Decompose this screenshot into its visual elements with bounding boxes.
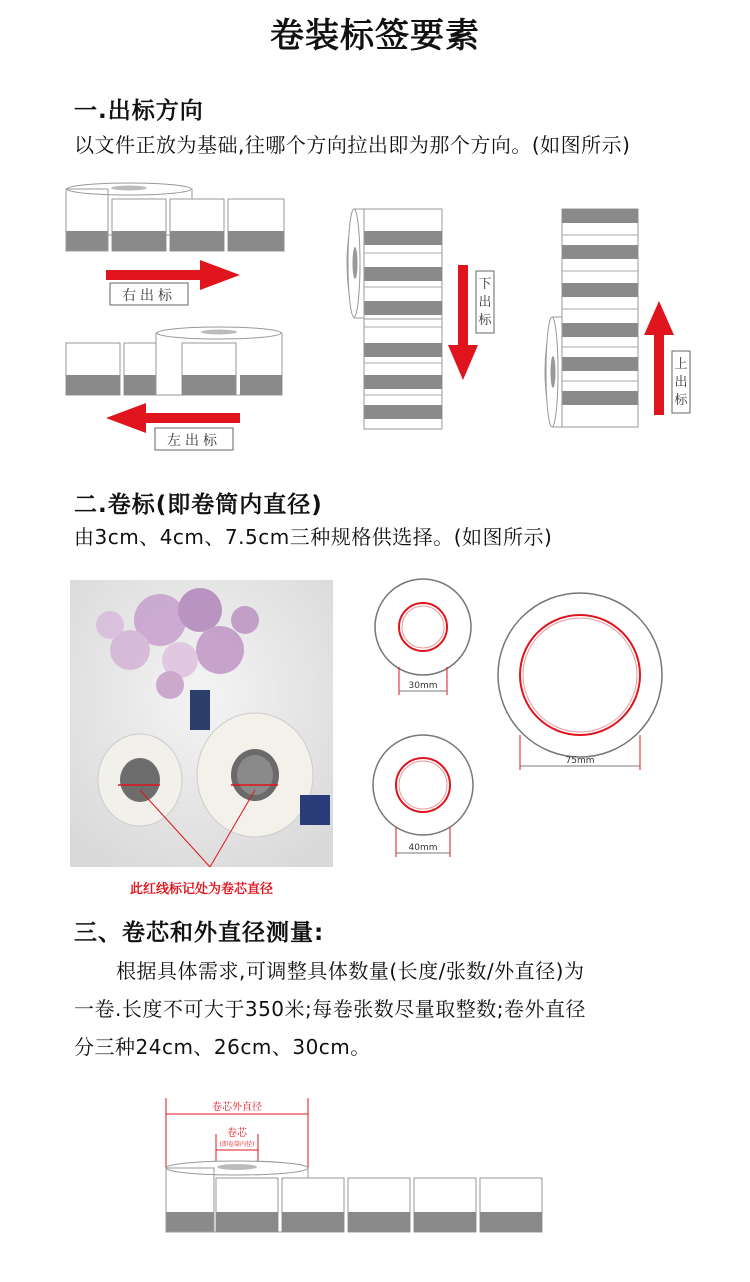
core-label: 卷芯	[227, 1128, 247, 1139]
direction-diagram	[0, 175, 750, 465]
section1-text: 以文件正放为基础,往哪个方向拉出即为那个方向。(如图所示)	[74, 133, 631, 157]
right-feed-label: 右出标	[122, 288, 176, 304]
page-title: 卷装标签要素	[270, 16, 480, 56]
right-feed-roll	[66, 183, 284, 251]
section2-text: 由3cm、4cm、7.5cm三种规格供选择。(如图所示)	[74, 525, 553, 549]
section3-line-3: 分三种24cm、26cm、30cm。	[74, 1035, 371, 1059]
section3-heading: 三、卷芯和外直径测量:	[74, 920, 325, 946]
core-sub-label: (即卷筒内径)	[219, 1141, 255, 1148]
outer-diameter-label: 卷芯外直径	[212, 1102, 262, 1113]
outer-diameter-diagram	[150, 1090, 560, 1240]
dim-75mm: 75mm	[565, 756, 595, 766]
section2-heading: 二.卷标(即卷筒内直径)	[74, 492, 323, 518]
up-arrow-icon	[644, 301, 674, 415]
core-size-diagram	[360, 575, 680, 875]
up-feed-label: 上出标	[674, 357, 688, 408]
section1-heading: 一.出标方向	[74, 98, 204, 124]
dim-30mm: 30mm	[408, 681, 438, 691]
section3-line-2: 一卷.长度不可大于350米;每卷张数尽量取整数;卷外直径	[74, 997, 587, 1021]
down-feed-label: 下出标	[478, 277, 492, 328]
down-feed-roll	[347, 209, 442, 429]
left-feed-label: 左出标	[167, 433, 221, 449]
section3-line-1: 根据具体需求,可调整具体数量(长度/张数/外直径)为	[116, 959, 585, 983]
photo-caption: 此红线标记处为卷芯直径	[129, 882, 273, 897]
core-photo	[70, 580, 333, 867]
left-feed-roll	[66, 327, 282, 395]
up-feed-roll	[545, 209, 638, 427]
down-arrow-icon	[448, 265, 478, 380]
dim-40mm: 40mm	[408, 843, 438, 853]
